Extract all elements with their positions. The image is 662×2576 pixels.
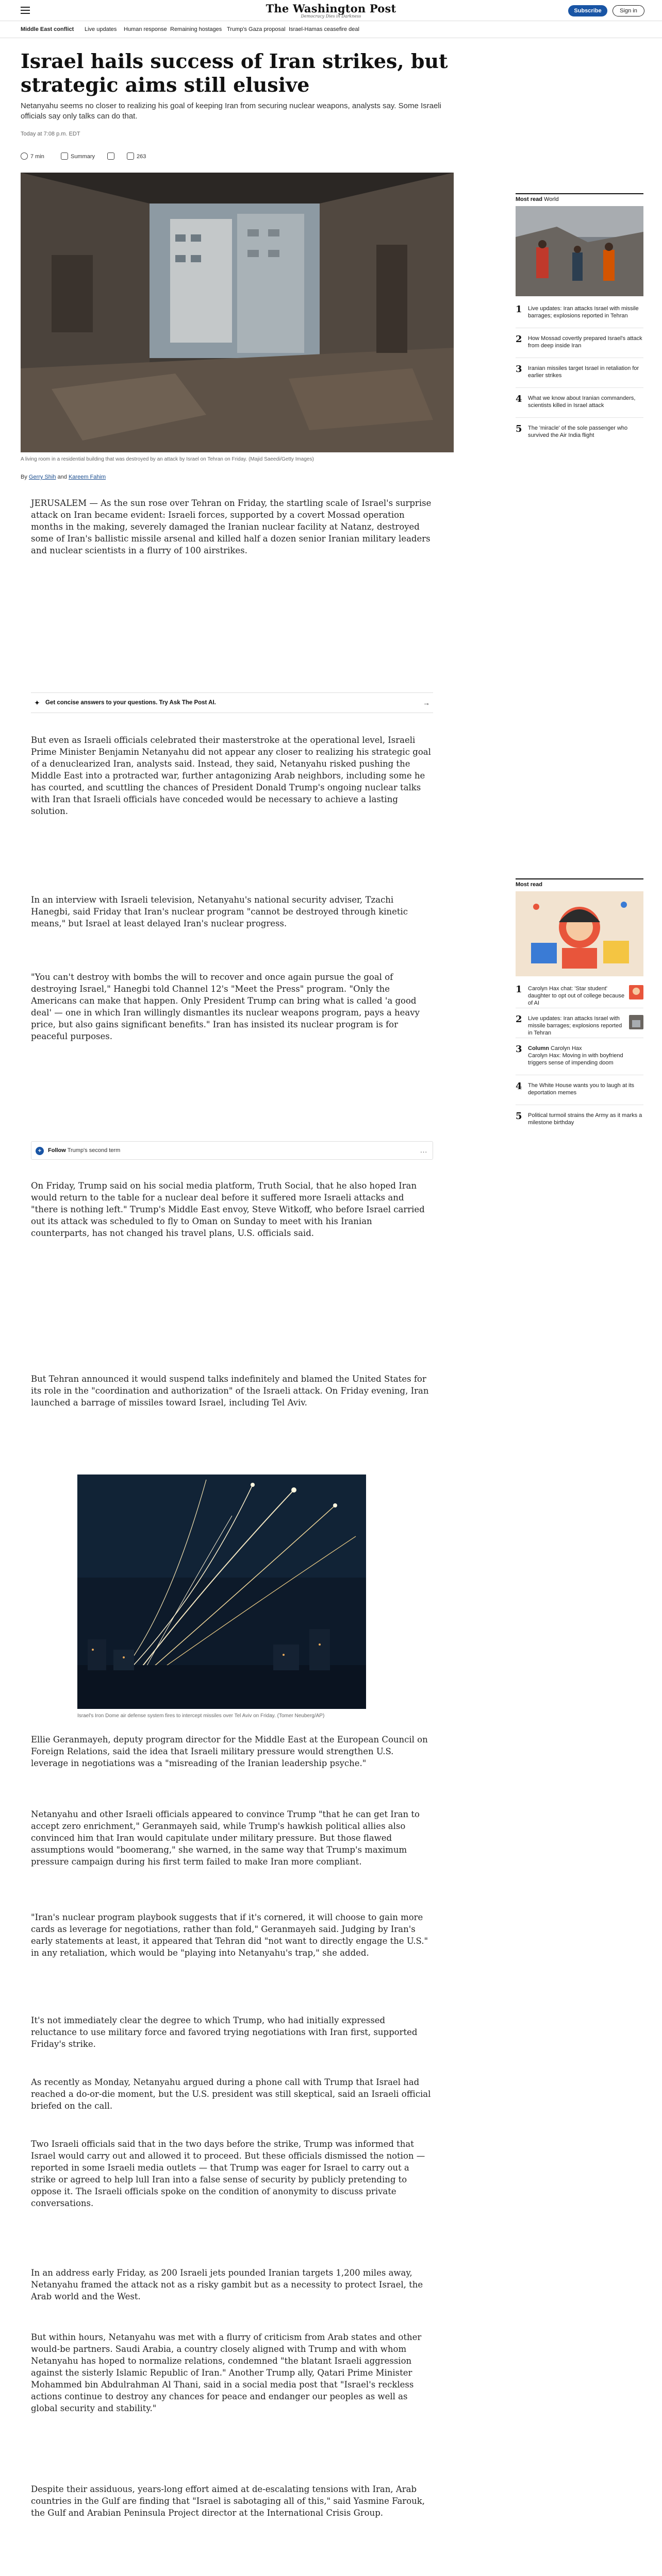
most-read-image[interactable] bbox=[516, 891, 643, 976]
share-icon bbox=[107, 152, 114, 160]
plus-icon: + bbox=[36, 1147, 44, 1155]
paragraph-9: "Iran's nuclear program playbook suggests that if it's cornered, it will choose to gain more cards as leverage for negotiations, rather than fold," Geranmayeh said. Judging by Iran's early statements at least, it appeared that Tehran did "not want to directly engage the U.S." in any retaliation, which would be "playing into Netanyahu's trap," she added. bbox=[31, 1912, 428, 1958]
subheadline: Netanyahu seems no closer to realizing his goal of keeping Iran from securing nuclear weapons, analysts say. Some Israeli officials say only talks can do that. bbox=[21, 101, 441, 121]
arrow-right-icon: → bbox=[423, 699, 430, 707]
iron-dome-image bbox=[77, 1475, 366, 1709]
subscribe-button[interactable]: Subscribe bbox=[568, 5, 607, 16]
paragraph-12: Two Israeli officials said that in the two days before the strike, Trump was informed that Israel would carry out and allowed it to proceed. But these officials dismissed the notion — reported in some Israeli media outlets — that Trump was eager for Israel to carry out a strike or agreed to help lull Iran into a false sense of security by publicly pretending to oppose it. The Israeli officials spoke on the condition of anonymity to discuss private conversations. bbox=[31, 2139, 425, 2208]
headline: Israel hails success of Iran strikes, but strategic aims still elusive bbox=[21, 49, 448, 96]
summary-button[interactable]: Summary bbox=[61, 152, 95, 160]
paragraph-4: "You can't destroy with bombs the will to recover and once again pursue the goal of destroying Israel," Hanegbi told Channel 12's "Meet the Press" program. "Only the Americans can make that happen. Only President Trump can bring what is called 'a good deal' — one in which Iran willingly dismantles its nuclear weapons program, pays a heavy price, but also gains significant benefits." Iran has insisted its nuclear program is for peaceful purposes. bbox=[31, 972, 420, 1041]
dateline-city: JERUSALEM bbox=[31, 498, 87, 508]
share-button[interactable] bbox=[107, 152, 117, 160]
tagline: Democracy Dies in Darkness bbox=[301, 14, 361, 19]
most-read-illustration bbox=[516, 891, 643, 976]
divider bbox=[516, 417, 643, 418]
iron-dome-caption: Israel's Iron Dome air defense system fires to intercept missiles over Tel Aviv on Friday. (Tomer Neuberg/AP) bbox=[77, 1713, 325, 1719]
article-actions bbox=[21, 149, 454, 165]
most-read-world-image[interactable] bbox=[516, 206, 643, 296]
paragraph-10: It's not immediately clear the degree to which Trump, who had initially expressed reluctance to use military force and favored trying negotiations with Iran first, supported Friday's strike. bbox=[31, 2015, 418, 2049]
topic-nav bbox=[0, 21, 662, 38]
nav-item-trumps-gaza-proposal[interactable]: Trump's Gaza proposal bbox=[227, 26, 286, 32]
nav-item-ceasefire-deal[interactable]: Israel-Hamas ceasefire deal bbox=[289, 26, 359, 32]
publish-date: Today at 7:08 p.m. EDT bbox=[21, 131, 80, 137]
author-link-2[interactable]: Kareem Fahim bbox=[68, 474, 106, 480]
comments-button[interactable]: 263 bbox=[127, 152, 146, 160]
summary-icon bbox=[61, 152, 68, 160]
paragraph-15: Despite their assiduous, years-long effort aimed at de-escalating tensions with Iran, Arab countries in the Gulf are finding that "Israel is sabotaging all of this," said Yasmine Farouk, the Gulf and Arabian Peninsula Project director at the International Crisis Group. bbox=[31, 2484, 425, 2518]
lead-photo bbox=[21, 173, 454, 452]
paragraph-1: JERUSALEM — As the sun rose over Tehran on Friday, the startling scale of Israel's surprise attack on Iran became evident: Israeli forces, supported by a covert Mossad operation months in the making, severely damaged the Iranian nuclear facility at Natanz, destroyed some of Iran's ballistic missile arsenal and killed half a dozen senior Iranian military leaders and nuclear scientists in a flurry of 100 airstrikes. bbox=[31, 498, 432, 555]
paragraph-6: But Tehran announced it would suspend talks indefinitely and blamed the United States for its role in the "coordination and authorization" of the Israeli attack. On Friday evening, Iran launched a barrage of missiles toward Israel, including Tel Aviv. bbox=[31, 1374, 429, 1408]
paragraph-11: As recently as Monday, Netanyahu argued during a phone call with Trump that Israel had reached a do-or-die moment, but the U.S. president was still skeptical, said an Israeli official briefed on the call. bbox=[31, 2077, 431, 2111]
paragraph-3: In an interview with Israeli television, Netanyahu's national security adviser, Tzachi Hanegbi, said Friday that Iran's nuclear program "cannot be destroyed through kinetic means," but Israel at least delayed Iran's nuclear progress. bbox=[31, 895, 408, 928]
most-read-world-photo bbox=[516, 206, 643, 296]
read-time: 7 min bbox=[21, 152, 44, 160]
sparkle-icon: ✦ bbox=[34, 699, 40, 707]
author-link-1[interactable]: Gerry Shih bbox=[28, 474, 56, 480]
lead-photo-caption: A living room in a residential building that was destroyed by an attack by Israel on Tehran on Friday. (Majid Saeedi/Getty Images) bbox=[21, 456, 314, 462]
logo[interactable]: The Washington Post bbox=[266, 2, 396, 15]
follow-topic-box[interactable]: + Follow Trump's second term ... bbox=[31, 1141, 433, 1160]
more-options-icon[interactable]: ... bbox=[420, 1146, 427, 1154]
paragraph-8: Netanyahu and other Israeli officials appeared to convince Trump "that he can get Iran to accept zero enrichment," Geranmayeh said, while Trump's hawkish political allies also convinced him that Iran would capitulate under military pressure. But those flawed assumptions would "boomerang," she warned, in the same way that Trump's maximum pressure campaign during his first term failed to make Iran more compliant. bbox=[31, 1809, 420, 1867]
paragraph-7: Ellie Geranmayeh, deputy program director for the Middle East at the European Council on Foreign Relations, said the idea that Israeli military pressure would strengthen U.S. leverage in negotiations was a "misreading of the Iranian leadership psyche." bbox=[31, 1735, 428, 1768]
paragraph-2: But even as Israeli officials celebrated their masterstroke at the operational level, Israeli Prime Minister Benjamin Netanyahu did not appear any closer to realizing his strategic goal of a denuclearized Iran, analysts said. Instead, they said, Netanyahu risked pushing the Middle East into a protracted war, further antagonizing Arab neighbors, including some he has courted, and scuttling the chances of President Donald Trump's ongoing nuclear talks with Iran that Israeli officials have conceded would be necessary to achieve a lasting solution. bbox=[31, 735, 431, 816]
comment-icon bbox=[127, 152, 134, 160]
byline: By Gerry Shih and Kareem Fahim bbox=[21, 474, 106, 480]
clock-icon bbox=[21, 152, 28, 160]
nav-item-human-response[interactable]: Human response bbox=[124, 26, 167, 32]
nav-item-middle-east-conflict[interactable]: Middle East conflict bbox=[21, 26, 74, 32]
masthead bbox=[0, 0, 662, 21]
nav-item-live-updates[interactable]: Live updates bbox=[85, 26, 117, 32]
ask-post-ai-prompt[interactable]: ✦ Get concise answers to your questions. Try Ask The Post AI. → bbox=[31, 692, 433, 713]
nav-item-remaining-hostages[interactable]: Remaining hostages bbox=[170, 26, 222, 32]
divider bbox=[516, 387, 643, 388]
most-read-item-2-thumbnail bbox=[629, 1015, 643, 1029]
paragraph-14: But within hours, Netanyahu was met with a flurry of criticism from Arab states and other would-be partners. Saudi Arabia, a country closely aligned with Trump and with whom Netanyahu has hoped to normalize relations, condemned "the blatant Israeli aggression against the sisterly Islamic Republic of Iran." Another Trump ally, Qatari Prime Minister Mohammed bin Abdulrahman Al Thani, said in a social media post that "Israel's reckless actions continue to destroy any chances for peace and endanger our peoples as well as global security and stability." bbox=[31, 2332, 422, 2413]
most-read-world-header: Most read World bbox=[516, 193, 643, 202]
sign-in-button[interactable]: Sign in bbox=[613, 5, 644, 16]
most-read-header: Most read bbox=[516, 878, 643, 888]
lead-photo-image bbox=[21, 173, 454, 452]
paragraph-5: On Friday, Trump said on his social media platform, Truth Social, that he also hoped Iran would return to the table for a nuclear deal before it suffered more Israeli attacks and "there is nothing left." Trump's Middle East envoy, Steve Witkoff, who before Israel carried out its attack was scheduled to fly to Oman on Sunday to meet with his Iranian counterparts, has not changed his travel plans, U.S. officials said. bbox=[31, 1181, 425, 1238]
most-read-item-1-thumbnail bbox=[629, 985, 643, 999]
paragraph-13: In an address early Friday, as 200 Israeli jets pounded Iranian targets 1,200 miles away, Netanyahu framed the attack not as a risky gambit but as a necessity to protect Israel, the Arab world and the West. bbox=[31, 2268, 423, 2301]
iron-dome-photo bbox=[77, 1475, 366, 1709]
